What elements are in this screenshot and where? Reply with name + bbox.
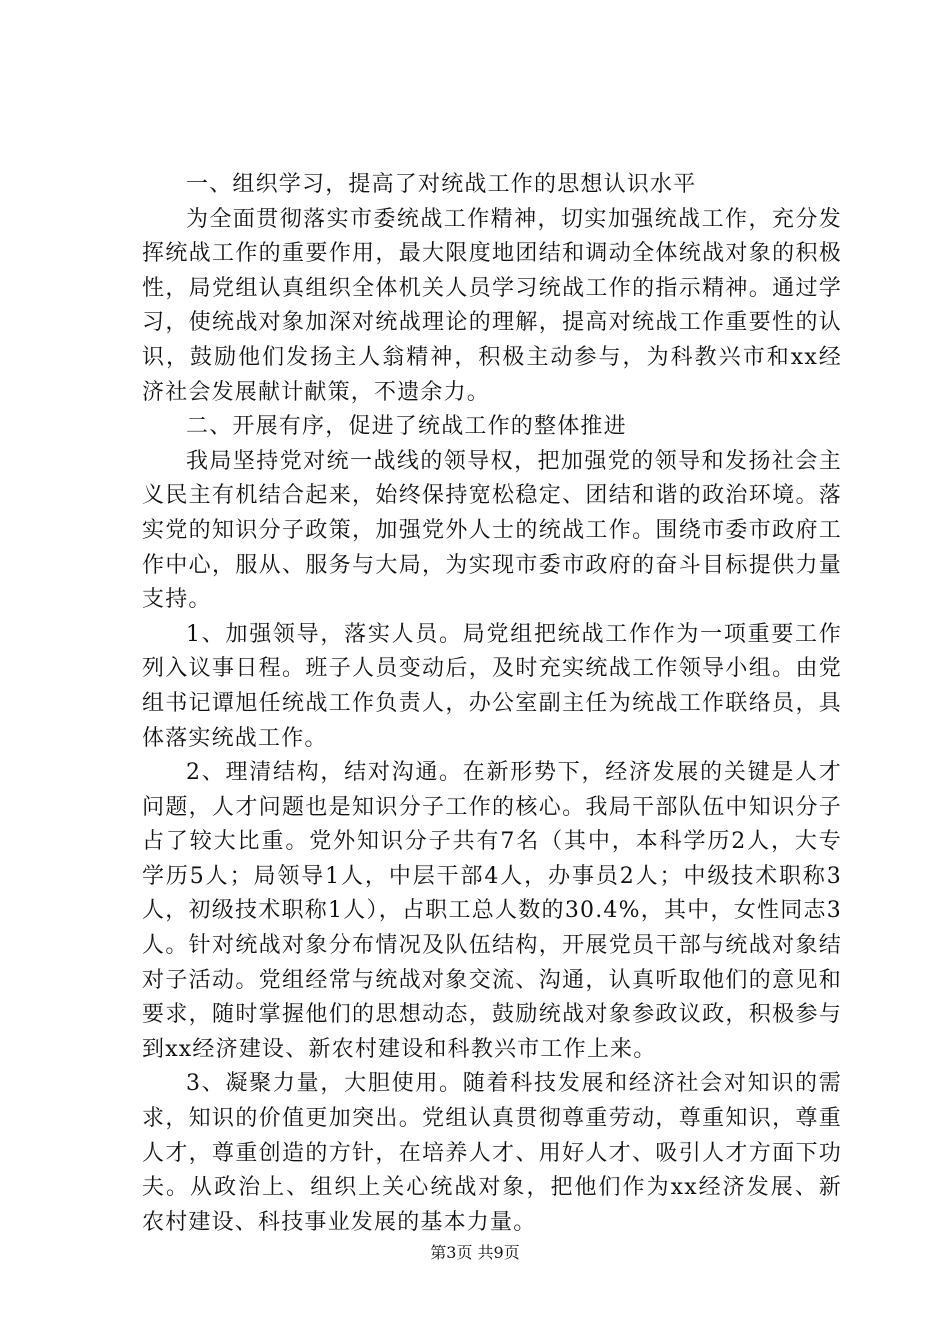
paragraph-item-3: 3、凝聚力量，大胆使用。随着科技发展和经济社会对知识的需求，知识的价值更加突出。党组认真贯彻尊重劳动，尊重知识，尊重人才，尊重创造的方针，在培养人才、用好人才、吸引人才方面下功夫。从政治上、组织上关心统战对象，把他们作为xx经济发展、新农村建设、科技事业发展的基本力量。 xyxy=(142,1071,842,1235)
paragraph-item-2: 2、理清结构，结对沟通。在新形势下，经济发展的关键是人才问题，人才问题也是知识分子工作的核心。我局干部队伍中知识分子占了较大比重。党外知识分子共有7名（其中，本科学历2人，大专学历5人；局领导1人，中层干部4人，办事员2人；中级技术职称3人，初级技术职称1人），占职工总人数的30.4%，其中，女性同志3人。针对统战对象分布情况及队伍结构，开展党员干部与统战对象结对子活动。党组经常与统战对象交流、沟通，认真听取他们的意见和要求，随时掌握他们的思想动态，鼓励统战对象参政议政，积极参与到xx经济建设、新农村建设和科教兴市工作上来。 xyxy=(142,760,842,1062)
paragraph-2: 我局坚持党对统一战线的领导权，把加强党的领导和发扬社会主义民主有机结合起来，始终保持宽松稳定、团结和谐的政治环境。落实党的知识分子政策，加强党外人士的统战工作。围绕市委市政府工作中心，服从、服务与大局，为实现市委市政府的奋斗目标提供力量支持。 xyxy=(142,448,842,613)
page-footer: 第3页 共9页 xyxy=(430,1243,520,1262)
paragraph-item-1: 1、加强领导，落实人员。局党组把统战工作作为一项重要工作列入议事日程。班子人员变动后，及时充实统战工作领导小组。由党组书记谭旭任统战工作负责人，办公室副主任为统战工作联络员，具体落实统战工作。 xyxy=(142,621,842,751)
paragraph-1: 为全面贯彻落实市委统战工作精神，切实加强统战工作，充分发挥统战工作的重要作用，最大限度地团结和调动全体统战对象的积极性，局党组认真组织全体机关人员学习统战工作的指示精神。通过学习，使统战对象加深对统战理论的理解，提高对统战工作重要性的认识，鼓励他们发扬主人翁精神，积极主动参与，为科教兴市和xx经济社会发展献计献策，不遗余力。 xyxy=(142,206,842,405)
section-heading-2: 二、开展有序，促进了统战工作的整体推进 xyxy=(186,414,627,440)
section-heading-1: 一、组织学习，提高了对统战工作的思想认识水平 xyxy=(186,172,697,197)
document-body xyxy=(142,168,842,1240)
